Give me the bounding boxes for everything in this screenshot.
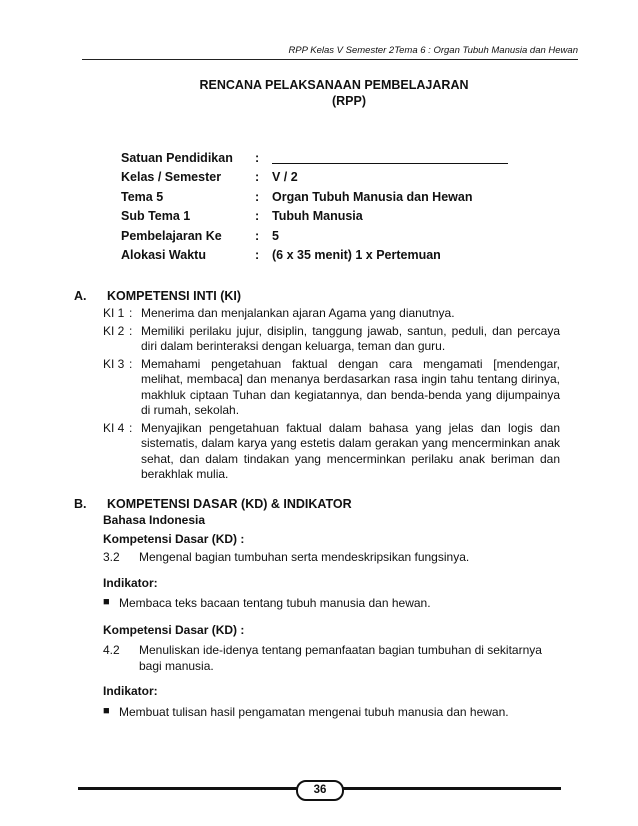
kd-item (103, 643, 560, 674)
header-rule (82, 59, 578, 60)
indicator-text: Membuat tulisan hasil pengamatan mengenai tubuh manusia dan hewan. (119, 705, 509, 719)
identity-row (121, 226, 508, 246)
section-letter: A. (74, 289, 87, 303)
indicator-item (103, 705, 560, 721)
kd-text: Menuliskan ide-idenya tentang pemanfaatan bagian tumbuhan di sekitarnya bagi manusia. (139, 643, 542, 673)
identity-colon: : (255, 209, 260, 224)
identity-row (121, 187, 508, 207)
ki-item (103, 306, 560, 322)
footer-rule-left (78, 787, 299, 790)
identity-table (121, 148, 508, 265)
page-number: 36 (296, 780, 344, 801)
document-subtitle: (RPP) (331, 94, 367, 108)
identity-row (121, 168, 508, 188)
section-letter: B. (74, 497, 87, 511)
identity-label: Tema 5 (121, 189, 164, 204)
kd-label: Kompetensi Dasar (KD) : (103, 532, 245, 546)
ki-text: Memiliki perilaku jujur, disiplin, tanggung jawab, santun, peduli, dan percaya diri dalam berinteraksi dengan keluarga, teman dan guru. (141, 323, 560, 353)
identity-label: Alokasi Waktu (121, 248, 206, 263)
document-title: RENCANA PELAKSANAAN PEMBELAJARAN (199, 78, 469, 92)
identity-value: V / 2 (272, 170, 298, 185)
identity-label: Pembelajaran Ke (121, 228, 222, 243)
ki-colon: : (129, 323, 133, 338)
running-header: RPP Kelas V Semester 2Tema 6 : Organ Tubuh Manusia dan Hewan (288, 45, 578, 56)
ki-colon: : (129, 356, 133, 371)
ki-text: Menerima dan menjalankan ajaran Agama yang dianutnya. (141, 306, 455, 320)
identity-value: (6 x 35 menit) 1 x Pertemuan (272, 248, 441, 263)
section-b-heading (74, 497, 352, 511)
kd-block (103, 513, 560, 728)
identity-row (121, 246, 508, 266)
indicator-text: Membaca teks bacaan tentang tubuh manusia dan hewan. (119, 596, 431, 610)
ki-list (103, 306, 560, 485)
identity-value: Organ Tubuh Manusia dan Hewan (272, 189, 473, 204)
footer-rule-right (340, 787, 561, 790)
ki-number: KI 1 (103, 306, 125, 320)
section-a-heading (74, 289, 241, 303)
ki-item (103, 357, 560, 419)
square-bullet-icon: ■ (103, 705, 110, 717)
identity-value: 5 (272, 228, 279, 243)
identity-label: Kelas / Semester (121, 170, 222, 185)
identity-colon: : (255, 170, 260, 185)
identity-label: Sub Tema 1 (121, 209, 191, 224)
indicator-item (103, 596, 560, 612)
section-title: KOMPETENSI INTI (KI) (107, 289, 242, 303)
ki-item (103, 324, 560, 355)
indicator-label: Indikator: (103, 576, 158, 590)
ki-item (103, 421, 560, 483)
identity-value: Tubuh Manusia (272, 209, 363, 224)
identity-label: Satuan Pendidikan (121, 150, 233, 165)
ki-number: KI 3 (103, 356, 125, 371)
kd-number: 3.2 (103, 550, 120, 564)
ki-number: KI 2 (103, 323, 125, 338)
ki-text: Memahami pengetahuan faktual dengan cara mengamati [mendengar, melihat, membaca] dan menanya berdasarkan rasa ingin tahu tentang dirinya, makhluk ciptaan Tuhan dan kegiatannya, dan benda-benda yang dijumpainya di rumah, sekolah. (141, 356, 560, 417)
identity-colon: : (255, 248, 260, 263)
indicator-label: Indikator: (103, 684, 158, 698)
identity-blank-line (272, 152, 508, 164)
kd-item (103, 550, 560, 566)
kd-number: 4.2 (103, 643, 120, 657)
subject-label: Bahasa Indonesia (103, 513, 206, 527)
identity-colon: : (255, 189, 260, 204)
ki-number: KI 4 (103, 420, 125, 435)
ki-colon: : (129, 306, 133, 320)
identity-colon: : (255, 150, 260, 165)
square-bullet-icon: ■ (103, 596, 110, 608)
identity-row (121, 207, 508, 227)
identity-colon: : (255, 228, 260, 243)
ki-text: Menyajikan pengetahuan faktual dalam bahasa yang jelas dan logis dan sistematis, dalam karya yang estetis dalam gerakan yang mencerminkan anak sehat, dan dalam tindakan yang mencerminkan perilaku anak beriman dan berakhlak mulia. (141, 420, 560, 481)
kd-text: Mengenal bagian tumbuhan serta mendeskripsikan fungsinya. (139, 550, 470, 564)
section-title: KOMPETENSI DASAR (KD) & INDIKATOR (107, 497, 352, 511)
identity-row (121, 148, 508, 168)
kd-label: Kompetensi Dasar (KD) : (103, 623, 245, 637)
ki-colon: : (129, 420, 133, 435)
